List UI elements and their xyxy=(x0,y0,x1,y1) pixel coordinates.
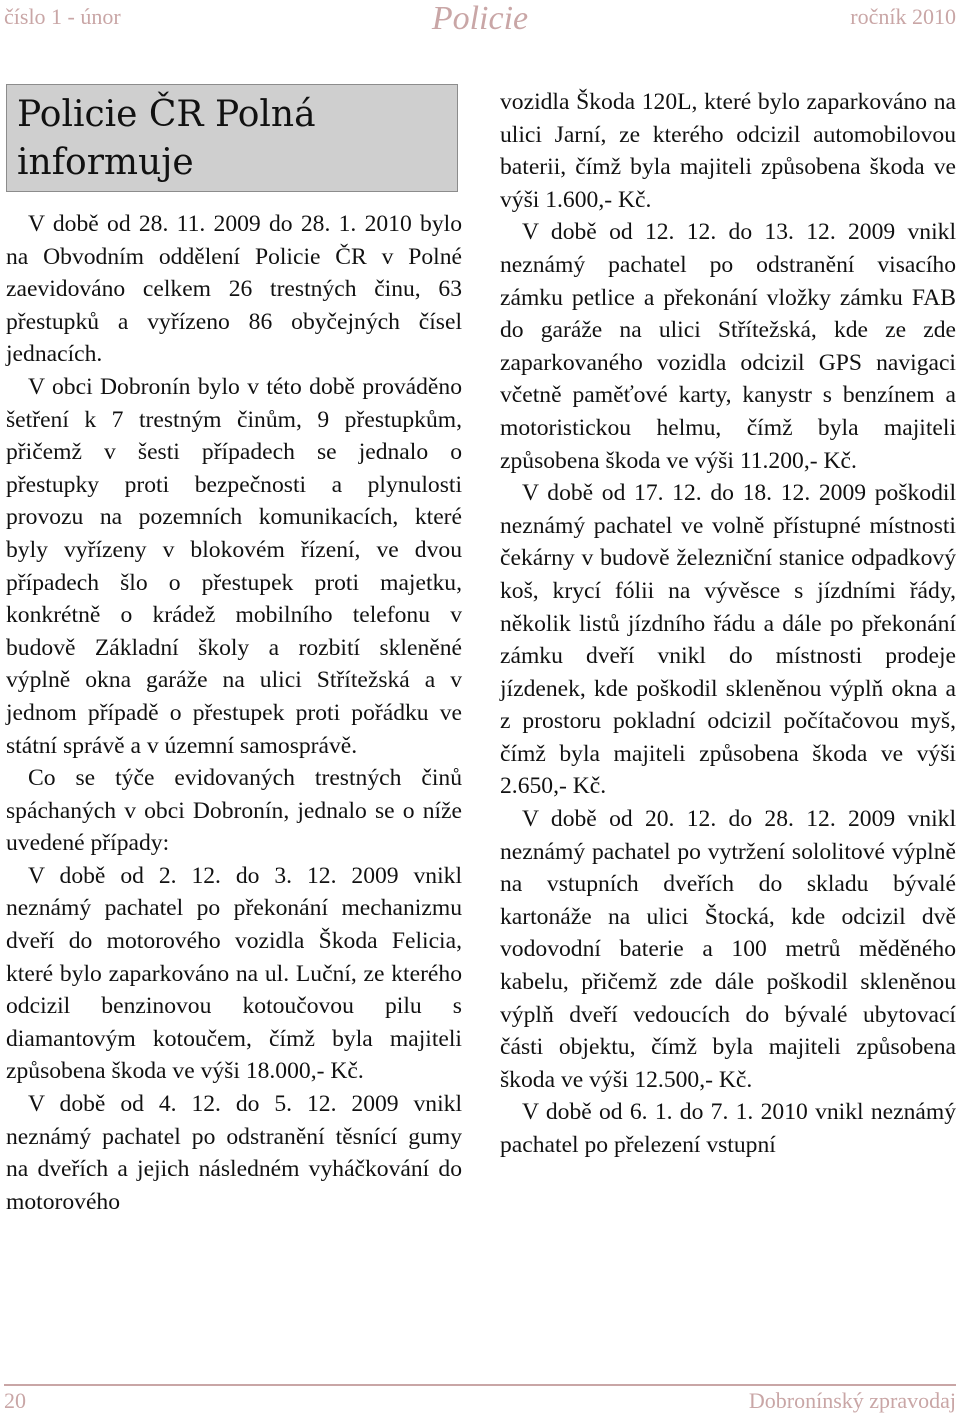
paragraph: V době od 20. 12. do 28. 12. 2009 vnikl neznámý pachatel po vytržení sololitové výplně na vstupních dveřích do skladu bývalé kartonáže na ulici Štocká, kde odcizil dvě vodovodní baterie a 100 metrů měděného kabelu, přičemž zde dále poškodil skleněnou výplň dveří vedoucích do bývalé ubytovací části objektu, čímž byla majiteli způsobena škoda ve výši 12.500,- Kč. xyxy=(500,806,956,1093)
paragraph: V době od 6. 1. do 7. 1. 2010 vnikl neznámý pachatel po přelezení vstupní xyxy=(500,1099,956,1158)
header-section-title: Policie xyxy=(431,0,529,37)
left-column xyxy=(6,208,462,1218)
header-issue: číslo 1 - únor xyxy=(4,4,121,29)
paragraph: V obci Dobronín bylo v této době prováděno šetření k 7 trestným činům, 9 přestupkům, přičemž v šesti případech se jednalo o přestupky proti bezpečnosti a plynulosti provozu na pozemních komunikacích, které byly vyřízeny v blokovém řízení, ve dvou případech šlo o přestupek proti majetku, konkrétně o krádež mobilního telefonu v budově Základní školy a rozbití skleněné výplně okna garáže na ulici Střítežská a v jednom případě o přestupek proti pořádku ve státní správě a v územní samosprávě. xyxy=(6,373,462,759)
publication-name: Dobronínský zpravodaj xyxy=(748,1388,956,1413)
header-year: ročník 2010 xyxy=(850,4,956,29)
footer-divider xyxy=(4,1384,956,1386)
paragraph: V době od 4. 12. do 5. 12. 2009 vnikl neznámý pachatel po odstranění těsnící gumy na dveřích a jejich následném vyháčkování do motorového xyxy=(6,1091,462,1215)
article-title: Policie ČR Polná informuje xyxy=(6,84,458,192)
paragraph: V době od 2. 12. do 3. 12. 2009 vnikl neznámý pachatel po překonání mechanizmu dveří do motorového vozidla Škoda Felicia, které bylo zaparkováno na ul. Luční, ze kterého odcizil benzinovou kotoučovou pilu s diamantovým kotoučem, čímž byla majiteli způsobena škoda ve výši 18.000,- Kč. xyxy=(6,862,462,1085)
paragraph: V době od 17. 12. do 18. 12. 2009 poškodil neznámý pachatel ve volně přístupné místnosti čekárny v budově železniční stanice odpadkový koš, krycí fólii na vývěsce s jízdními řády, několik listů jízdního řádu a dále po překonání zámku dveří vnikl do místnosti prodeje jízdenek, kde poškodil skleněnou výplň okna a z prostoru pokladní odcizil počítačovou myš, čímž byla majiteli způsobena škoda ve výši 2.650,- Kč. xyxy=(500,480,956,800)
paragraph: Co se týče evidovaných trestných činů spáchaných v obci Dobronín, jednalo se o níže uvedené případy: xyxy=(6,765,462,857)
paragraph: V době od 28. 11. 2009 do 28. 1. 2010 bylo na Obvodním oddělení Policie ČR v Polné zaevidováno celkem 26 trestných činu, 63 přestupků a vyřízeno 86 obyčejných čísel jednacích. xyxy=(6,211,462,368)
right-column xyxy=(500,86,956,1162)
paragraph: vozidla Škoda 120L, které bylo zaparkováno na ulici Jarní, ze kterého odcizil automobilovou baterii, čímž byla majiteli způsobena škoda ve výši 1.600,- Kč. xyxy=(500,89,956,213)
page-number: 20 xyxy=(4,1388,26,1413)
paragraph: V době od 12. 12. do 13. 12. 2009 vnikl neznámý pachatel po odstranění visacího zámku petlice a překonání vložky zámku FAB do garáže na ulici Střítežská, kde ze zde zaparkovaného vozidla odcizil GPS navigaci včetně paměťové karty, kanystr s benzínem a motoristickou helmu, čímž byla majiteli způsobena škoda ve výši 11.200,- Kč. xyxy=(500,219,956,474)
